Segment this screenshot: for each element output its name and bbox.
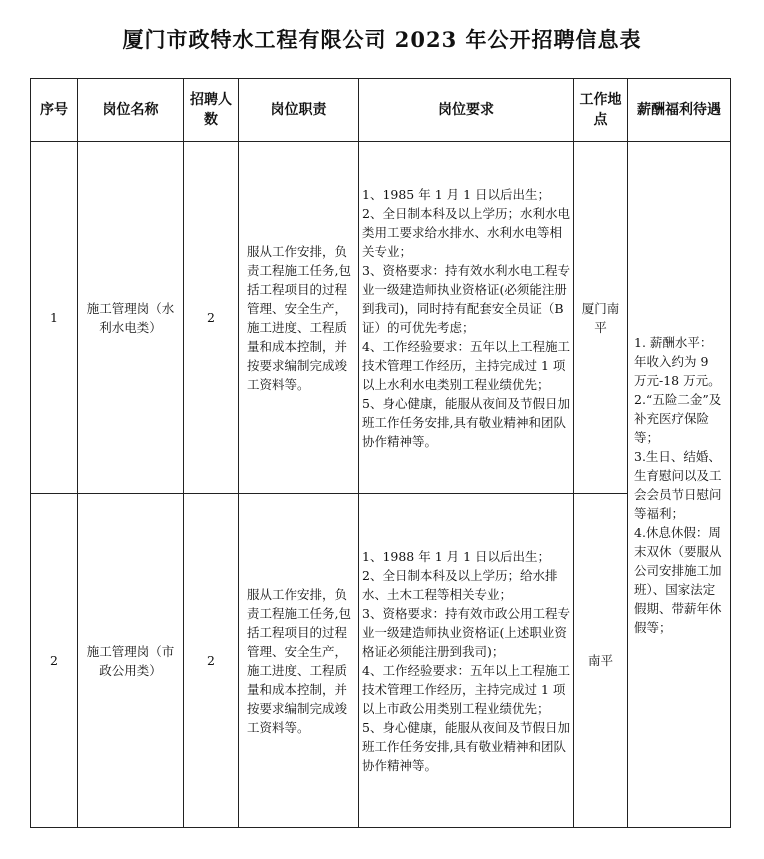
row-count: 2 bbox=[184, 142, 239, 494]
row-seq: 1 bbox=[31, 142, 78, 494]
table-row bbox=[31, 142, 731, 494]
requirement-item: 3、资格要求：持有效水利水电工程专业一级建造师执业资格证(必须能注册到我司)，同时持有配套安全员证（B证）的可优先考虑； bbox=[362, 262, 570, 335]
requirement-item: 1、1985 年 1 月 1 日以后出生； bbox=[362, 186, 551, 202]
requirement-item: 2、全日制本科及以上学历；水利水电类用工要求给水排水、水利水电等相关专业； bbox=[362, 205, 570, 259]
header-count: 招聘人数 bbox=[184, 79, 239, 142]
header-location: 工作地点 bbox=[574, 79, 628, 142]
row-position: 施工管理岗（市政公用类） bbox=[78, 494, 184, 828]
table-header-row bbox=[31, 79, 731, 142]
row-count: 2 bbox=[184, 494, 239, 828]
recruitment-table bbox=[30, 78, 731, 828]
header-seq: 序号 bbox=[31, 79, 78, 142]
requirement-item: 4、工作经验要求：五年以上工程施工技术管理工作经历，主持完成过 1 项以上市政公用类别工程业绩优先； bbox=[362, 662, 570, 716]
requirement-item: 1、1988 年 1 月 1 日以后出生； bbox=[362, 548, 551, 564]
row-requirements bbox=[359, 142, 574, 494]
row-duty: 服从工作安排，负责工程施工任务,包括工程项目的过程管理、安全生产，施工进度、工程质量和成本控制，并按要求编制完成竣工资料等。 bbox=[239, 494, 359, 828]
requirement-item: 5、身心健康，能服从夜间及节假日加班工作任务安排,具有敬业精神和团队协作精神等。 bbox=[362, 395, 570, 449]
benefit-item: 3.生日、结婚、生育慰问以及工会会员节日慰问等福利； bbox=[634, 448, 722, 521]
row-location: 厦门南平 bbox=[574, 142, 628, 494]
header-benefits: 薪酬福利待遇 bbox=[628, 79, 731, 142]
benefits-cell bbox=[628, 142, 731, 828]
row-duty: 服从工作安排，负责工程施工任务,包括工程项目的过程管理、安全生产，施工进度、工程质量和成本控制，并按要求编制完成竣工资料等。 bbox=[239, 142, 359, 494]
requirement-item: 5、身心健康，能服从夜间及节假日加班工作任务安排,具有敬业精神和团队协作精神等。 bbox=[362, 719, 570, 773]
row-seq: 2 bbox=[31, 494, 78, 828]
requirement-item: 3、资格要求：持有效市政公用工程专业一级建造师执业资格证(上述职业资格证必须能注册到我司)； bbox=[362, 605, 570, 659]
row-location: 南平 bbox=[574, 494, 628, 828]
header-duty: 岗位职责 bbox=[239, 79, 359, 142]
header-requirements: 岗位要求 bbox=[359, 79, 574, 142]
document-title: 厦门市政特水工程有限公司 2023 年公开招聘信息表 bbox=[122, 27, 642, 52]
benefit-item: 1. 薪酬水平：年收入约为 9 万元-18 万元。 bbox=[634, 334, 721, 388]
row-position: 施工管理岗（水利水电类） bbox=[78, 142, 184, 494]
requirement-item: 2、全日制本科及以上学历；给水排水、土木工程等相关专业； bbox=[362, 567, 558, 602]
benefit-item: 4.休息休假：周末双休（要服从公司安排施工加班）、国家法定假期、带薪年休假等； bbox=[634, 524, 722, 635]
benefit-item: 2.“五险二金”及补充医疗保险等； bbox=[634, 391, 722, 445]
table-row bbox=[31, 494, 731, 828]
requirement-item: 4、工作经验要求：五年以上工程施工技术管理工作经历，主持完成过 1 项以上水利水电类别工程业绩优先； bbox=[362, 338, 570, 392]
row-requirements bbox=[359, 494, 574, 828]
header-position: 岗位名称 bbox=[78, 79, 184, 142]
